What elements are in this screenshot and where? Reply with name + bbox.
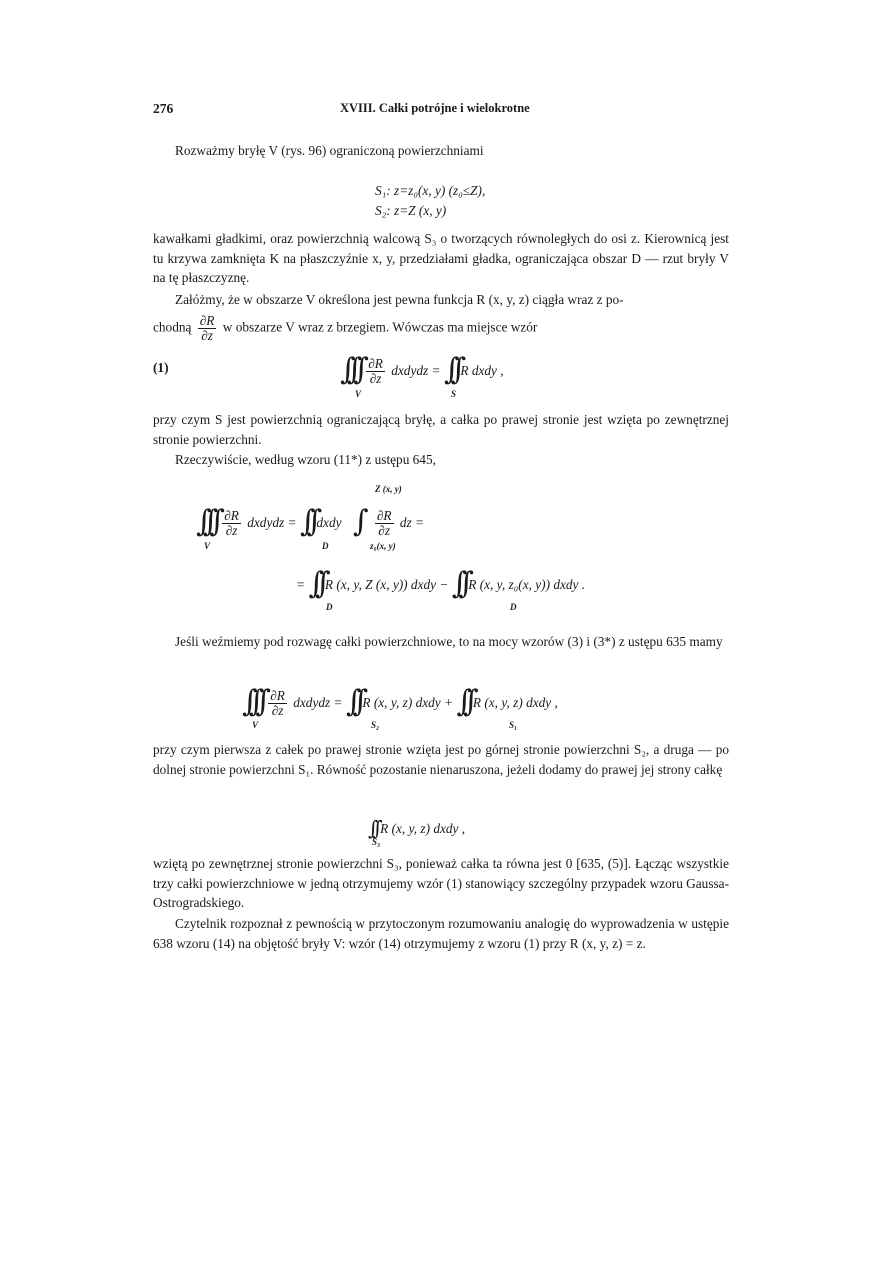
running-title: XVIII. Całki potrójne i wielokrotne [340, 101, 530, 115]
eq3-double-integral-1: ∫∫ [308, 566, 322, 601]
eq1-rhs: R dxdy , [460, 363, 504, 378]
paragraph-where-s: przy czym S jest powierzchnią ograniczającą bryłę, a całka po prawej stronie jest wzięta po zewnętrznej stronie powierzchni. [153, 412, 729, 447]
paragraph-intro: Rozważmy bryłę V (rys. 96) ograniczoną powierzchniami [175, 143, 484, 158]
double-integral-sign: ∫∫ [443, 352, 458, 387]
eq4-limit-v: V [252, 720, 259, 730]
eq4-part-b: R (x, y, z) dxdy + [362, 695, 453, 710]
eq2-frac2-num: ∂R [376, 508, 392, 524]
eq1-fraction [366, 357, 385, 386]
eq2-limit-v: V [204, 541, 211, 551]
eq2-frac-num: ∂R [224, 508, 239, 524]
eq3-part-a: = [296, 577, 309, 592]
equation-s1: S₁: z=z₀(x, y) (z₀≤Z), [375, 183, 486, 198]
eq3-limit-d2: D [510, 602, 517, 612]
paragraph-surfaces: kawałkami gładkimi, oraz powierzchnią walcową S₃ o tworzących równoległych do osi z. Kierownicą jest tu krzywa zamknięta K na płaszczyźnie x, y, przedziałami gładka, ograniczająca obszar D — rzut bryły V na tę płaszczyznę. [153, 231, 729, 285]
paragraph-first-integral: przy czym pierwsza z całek po prawej stronie wzięta jest po górnej stronie powierzchni S₂, a druga — po dolnej stronie powierzchni S₁. Równość pozostanie nienaruszona, jeżeli dodamy do prawej jej strony całkę [153, 742, 729, 777]
eq4-frac-den: ∂z [271, 703, 284, 719]
eq2-part-a: dxdydz = [247, 515, 297, 530]
paragraph-assumption-line1: Załóżmy, że w obszarze V określona jest pewna funkcja R (x, y, z) ciągła wraz z po- [175, 292, 624, 307]
eq4-limit-s1: S₁ [509, 720, 518, 730]
eq2-upper-limit: Z (x, y) [375, 484, 402, 494]
equation-3 [296, 562, 586, 601]
eq1-limit-v: V [355, 389, 362, 399]
eq4-triple-integral: ∫∫∫ [242, 684, 262, 719]
eq2-fraction-2 [375, 509, 394, 538]
eq5-body: R (x, y, z) dxdy , [380, 821, 466, 836]
eq4-double-integral-1: ∫∫ [345, 684, 360, 719]
triple-integral-sign: ∫∫∫ [340, 352, 360, 387]
eq2-lower-limit: z₀(x, y) [370, 541, 396, 551]
paragraph-outer-side: wziętą po zewnętrznej stronie powierzchni S₃, ponieważ całka ta równa jest 0 [635, (5)]. Łącząc wszystkie trzy całki powierzchniowe w jedną otrzymujemy wzór (1) stanowiący szczególny przypadek wzoru Gaussa-Ostrogradskiego. [153, 856, 729, 910]
partial-fraction [198, 314, 217, 343]
text-wowczas: w obszarze V wraz z brzegiem. Wówczas ma miejsce wzór [222, 319, 538, 335]
eq3-part-c: R (x, y, z₀(x, y)) dxdy . [468, 577, 586, 592]
eq4-part-c: R (x, y, z) dxdy , [472, 695, 558, 710]
page-number: 276 [153, 101, 174, 116]
eq2-frac-den: ∂z [225, 523, 238, 539]
text-chodna: chodną [153, 319, 192, 335]
running-header [153, 101, 733, 121]
eq1-middle: dxdydz = [391, 363, 441, 378]
paragraph-reader: Czytelnik rozpoznał z pewnością w przytoczonym rozumowaniu analogię do wyprowadzenia w ustępie 638 wzoru (14) na objętość bryły V: wzór (14) otrzymujemy z wzoru (1) przy R (x, y, z) = z. [153, 916, 729, 951]
eq2-frac2-den: ∂z [378, 523, 391, 539]
eq4-part-a: dxdydz = [293, 695, 343, 710]
eq2-part-c: dz = [399, 515, 424, 530]
eq1-frac-num: ∂R [368, 356, 383, 372]
fraction-numerator: ∂R [199, 313, 215, 328]
eq5-limit-s3: S₃ [372, 837, 381, 847]
eq4-frac-num: ∂R [270, 688, 285, 704]
eq1-frac-den: ∂z [369, 371, 382, 387]
eq2-part-b: dxdy [316, 515, 342, 530]
eq3-part-b: R (x, y, Z (x, y)) dxdy − [324, 577, 449, 592]
equation-1-label: (1) [153, 360, 169, 375]
eq4-limit-s2: S₂ [371, 720, 380, 730]
equation-1 [340, 348, 504, 386]
paragraph-assumption-line2 [153, 314, 537, 343]
paragraph-surface-integrals: Jeśli weźmiemy pod rozwagę całki powierzchniowe, to na mocy wzorów (3) i (3*) z ustępu 635 mamy [175, 634, 723, 649]
paragraph-indeed: Rzeczywiście, według wzoru (11*) z ustępu 645, [175, 452, 436, 467]
fraction-denominator: ∂z [201, 328, 213, 343]
equation-5 [368, 814, 465, 838]
eq4-fraction [268, 689, 287, 718]
equation-4 [242, 680, 558, 718]
eq2-triple-integral: ∫∫∫ [196, 504, 216, 539]
eq3-double-integral-2: ∫∫ [451, 566, 465, 601]
eq3-limit-d1: D [326, 602, 333, 612]
equation-s2: S₂: z=Z (x, y) [375, 203, 447, 218]
equation-2 [196, 500, 424, 538]
eq4-double-integral-2: ∫∫ [456, 684, 470, 719]
eq5-double-integral: ∫∫ [368, 816, 377, 840]
eq2-double-integral: ∫∫ [299, 504, 314, 539]
eq2-limit-d: D [322, 541, 329, 551]
eq2-fraction [222, 509, 241, 538]
eq1-limit-s: S [451, 389, 457, 399]
eq2-single-integral: ∫ [352, 504, 360, 539]
